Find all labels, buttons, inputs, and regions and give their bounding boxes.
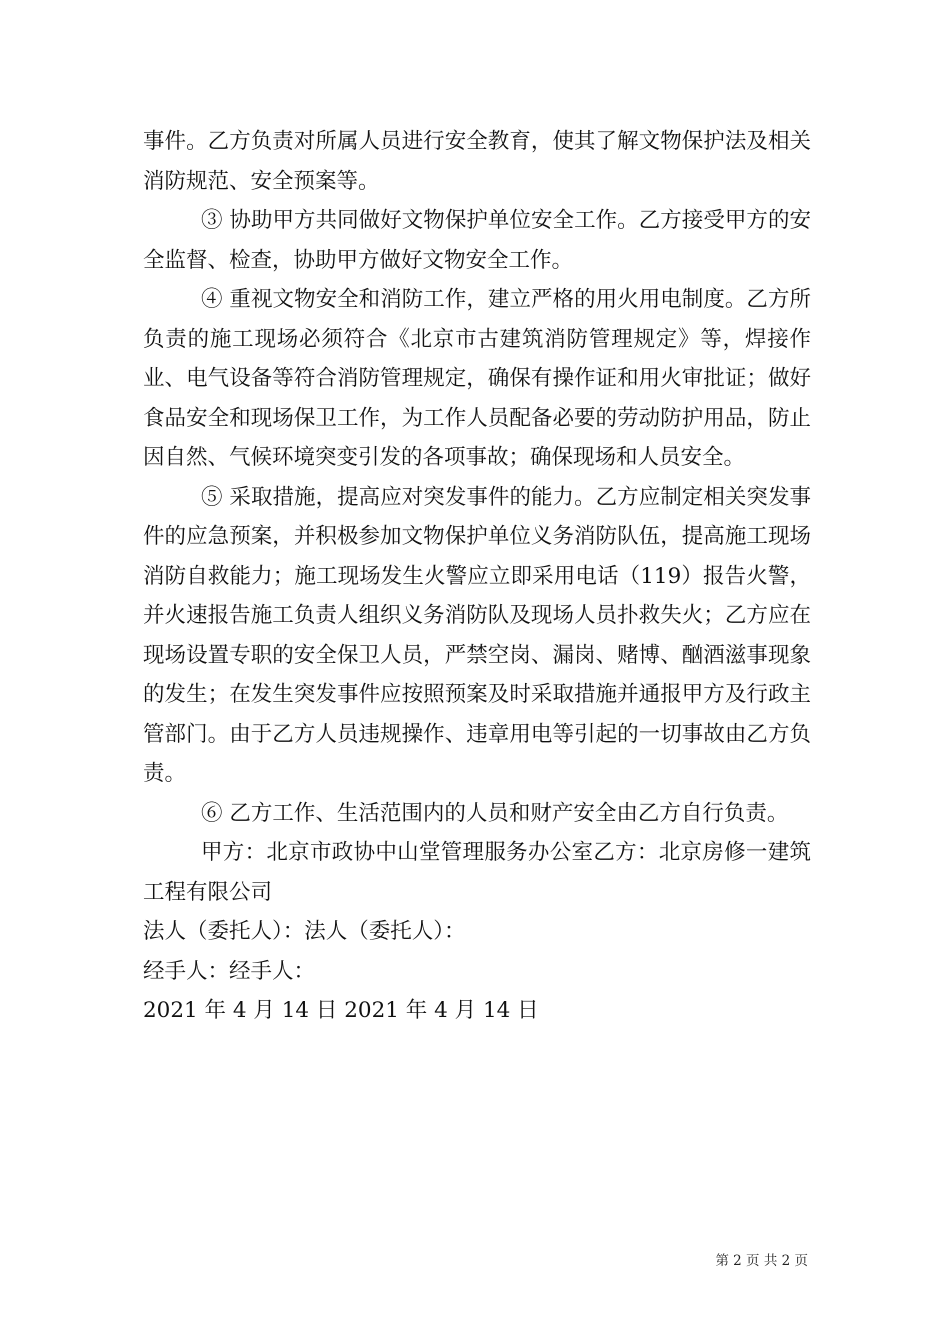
paragraph-item-6: ⑥ 乙方工作、生活范围内的人员和财产安全由乙方自行负责。 bbox=[201, 800, 789, 826]
document-body bbox=[143, 122, 811, 1031]
date-line: 2021 年 4 月 14 日 2021 年 4 月 14 日 bbox=[143, 998, 539, 1023]
legal-representative-line: 法人（委托人）：法人（委托人）： bbox=[143, 919, 466, 944]
handler-line: 经手人：经手人： bbox=[143, 958, 316, 984]
paragraph-item-3: ③ 协助甲方共同做好文物保护单位安全工作。乙方接受甲方的安全监督、检查，协助甲方做好文物安全工作。 bbox=[143, 208, 811, 273]
paragraph-item-5: ⑤ 采取措施，提高应对突发事件的能力。乙方应制定相关突发事件的应急预案，并积极参加文物保护单位义务消防队伍，提高施工现场消防自救能力；施工现场发生火警应立即采用电话（119）报告火警，并火速报告施工负责人组织义务消防队及现场人员扑救失火；乙方应在现场设置专职的安全保卫人员，严禁空岗、漏岗、赌博、酗酒滋事现象的发生；在发生突发事件应按照预案及时采取措施并通报甲方及行政主管部门。由于乙方人员违规操作、违章用电等引起的一切事故由乙方负责。 bbox=[143, 484, 811, 786]
paragraph-continuation: 事件。乙方负责对所属人员进行安全教育，使其了解文物保护法及相关消防规范、安全预案等。 bbox=[143, 129, 811, 194]
paragraph-item-4: ④ 重视文物安全和消防工作，建立严格的用火用电制度。乙方所负责的施工现场必须符合《北京市古建筑消防管理规定》等，焊接作业、电气设备等符合消防管理规定，确保有操作证和用火审批证；做好食品安全和现场保卫工作，为工作人员配备必要的劳动防护用品，防止因自然、气候环境突变引发的各项事故；确保现场和人员安全。 bbox=[143, 287, 811, 470]
page-number: 第 2 页 共 2 页 bbox=[715, 1253, 808, 1269]
parties-line: 甲方：北京市政协中山堂管理服务办公室乙方：北京房修一建筑工程有限公司 bbox=[143, 840, 811, 905]
